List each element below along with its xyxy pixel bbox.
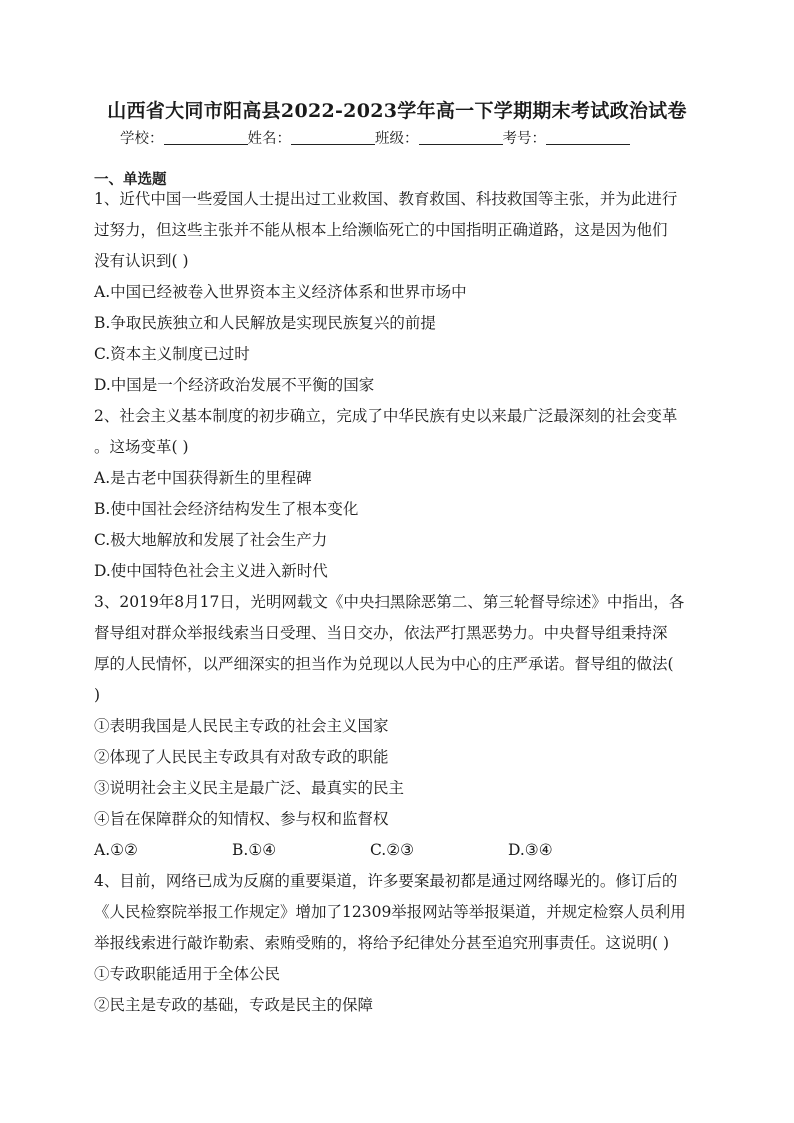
option-a: A.①② — [94, 841, 138, 859]
class-label: 班级： — [375, 131, 419, 147]
option-a: A.中国已经被卷入世界资本主义经济体系和世界市场中 — [94, 283, 467, 301]
name-label: 姓名： — [247, 131, 291, 147]
question-text-line: 厚的人民情怀，以严细深实的担当作为兑现以人民为中心的庄严承诺。督导组的做法( — [94, 655, 674, 673]
option-c: C.极大地解放和发展了社会生产力 — [94, 531, 328, 549]
statement-3: ③说明社会主义民主是最广泛、最真实的民主 — [94, 779, 405, 797]
options-row — [94, 835, 706, 866]
exam-no-blank — [546, 130, 630, 145]
name-blank — [291, 130, 375, 145]
option-d: D.③④ — [508, 841, 553, 859]
statement-1: ①专政职能适用于全体公民 — [94, 965, 281, 983]
question-text-line: 1、近代中国一些爱国人士提出过工业救国、教育救国、科技救国等主张，并为此进行 — [94, 190, 678, 208]
option-a: A.是古老中国获得新生的里程碑 — [94, 469, 312, 487]
class-blank — [419, 130, 503, 145]
question-1 — [94, 184, 706, 401]
option-d: D.中国是一个经济政治发展不平衡的国家 — [94, 376, 375, 394]
option-b: B.争取民族独立和人民解放是实现民族复兴的前提 — [94, 314, 436, 332]
statement-2: ②体现了人民民主专政具有对敌专政的职能 — [94, 748, 389, 766]
student-info-row — [120, 127, 680, 148]
question-text-line: 没有认识到( ) — [94, 252, 189, 270]
question-text-line: 督导组对群众举报线索当日受理、当日交办，依法严打黑恶势力。中央督导组秉持深 — [94, 624, 668, 642]
question-text-line: ) — [94, 686, 101, 704]
question-3 — [94, 587, 706, 866]
question-4 — [94, 866, 706, 1021]
question-text-line: 举报线索进行敲诈勒索、索贿受贿的，将给予纪律处分甚至追究刑事责任。这说明( ) — [94, 934, 670, 952]
question-text-line: 2、社会主义基本制度的初步确立，完成了中华民族有史以来最广泛最深刻的社会变革 — [94, 407, 678, 425]
school-blank — [164, 130, 248, 145]
option-b: B.使中国社会经济结构发生了根本变化 — [94, 500, 359, 518]
question-text-line: 《人民检察院举报工作规定》增加了12309举报网站等举报渠道，并规定检察人员利用 — [94, 903, 686, 921]
question-text-line: 3、2019年8月17日，光明网载文《中央扫黑除恶第二、第三轮督导综述》中指出，各 — [94, 593, 685, 611]
school-label: 学校： — [120, 131, 164, 147]
statement-2: ②民主是专政的基础，专政是民主的保障 — [94, 996, 374, 1014]
question-text-line: 4、目前，网络已成为反腐的重要渠道，许多要案最初都是通过网络曝光的。修订后的 — [94, 872, 678, 890]
statement-4: ④旨在保障群众的知情权、参与权和监督权 — [94, 810, 389, 828]
statement-1: ①表明我国是人民民主专政的社会主义国家 — [94, 717, 389, 735]
section-title: 一、单选题 — [94, 171, 167, 188]
option-c: C.②③ — [370, 841, 415, 859]
question-text-line: 。这场变革( ) — [94, 438, 189, 456]
question-2 — [94, 401, 706, 587]
option-c: C.资本主义制度已过时 — [94, 345, 250, 363]
page-title: 山西省大同市阳高县2022-2023学年高一下学期期末考试政治试卷 — [107, 100, 687, 122]
exam-no-label: 考号： — [502, 131, 546, 147]
question-text-line: 过努力，但这些主张并不能从根本上给濒临死亡的中国指明正确道路，这是因为他们 — [94, 221, 668, 239]
option-b: B.①④ — [232, 841, 277, 859]
option-d: D.使中国特色社会主义进入新时代 — [94, 562, 328, 580]
questions-body — [94, 184, 706, 1021]
